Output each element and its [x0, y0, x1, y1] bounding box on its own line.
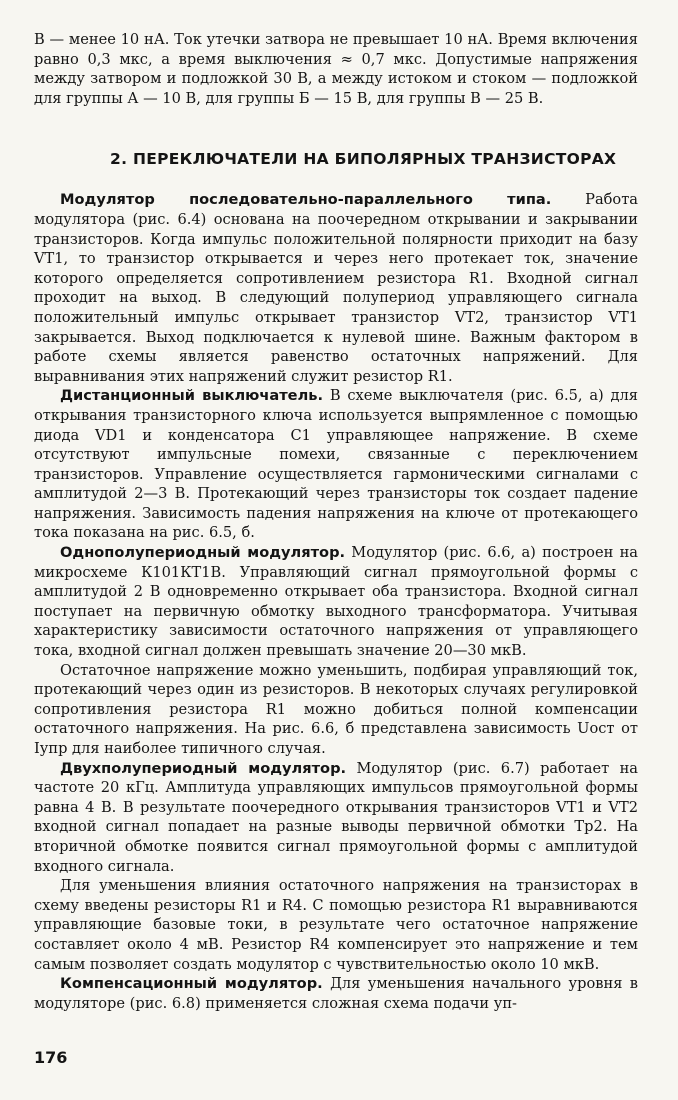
paragraph-full-wave-modulator: [34, 759, 638, 877]
paragraph-resistors: Для уменьшения влияния остаточного напряжения на транзисторах в схему введены резисторы R1 и R4. С помощью резистора R1 выравниваются управляющие базовые токи, в результате чего остаточное напряжение составляет около 4 мВ. Резистор R4 компенсирует это напряжение и тем самым позволяет создать модулятор с чувствительностью около 10 мкВ.: [34, 877, 638, 973]
paragraph-title: Однополупериодный модулятор.: [60, 544, 346, 562]
section-heading: 2. ПЕРЕКЛЮЧАТЕЛИ НА БИПОЛЯРНЫХ ТРАНЗИСТОРАХ: [110, 150, 617, 169]
paragraph-text: Для уменьшения начального уровня в модуляторе (рис. 6.8) применяется сложная схема подачи уп-: [34, 975, 638, 1012]
paragraph-title: Двухполупериодный модулятор.: [60, 759, 347, 777]
paragraph-continuation: В — менее 10 нА. Ток утечки затвора не превышает 10 нА. Время включения равно 0,3 мкс, а время выключения ≈ 0,7 мкс. Допустимые напряжения между затвором и подложкой 30 В, а между истоком и стоком — подложкой для группы А — 10 В, для группы Б — 15 В, для группы В — 25 В.: [34, 31, 638, 107]
paragraph-text: Модулятор (рис. 6.6, а) построен на микросхеме К101КТ1В. Управляющий сигнал прямоугольной формы с амплитудой 2 В одновременно открывает оба транзистора. Входной сигнал поступает на первичную обмотку выходного трансформатора. Учитывая характеристику зависимости остаточного напряжения от управляющего тока, входной сигнал должен превышать значение 20—30 мкВ.: [34, 544, 639, 660]
page-number: 176: [34, 1048, 68, 1067]
page-body: [34, 30, 638, 1013]
paragraph-text: В схеме выключателя (рис. 6.5, а) для открывания транзисторного ключа используется выпрямленное с помощью диода VD1 и конденсатора C1 управляющее напряжение. В схеме отсутствуют импульсные помехи, связанные с переключением транзисторов. Управление осуществляется гармоническими сигналами с амплитудой 2—3 В. Протекающий через транзисторы ток создает падение напряжения. Зависимость падения напряжения на ключе от протекающего тока показана на рис. 6.5, б.: [34, 387, 638, 542]
paragraph-series-parallel-modulator: [34, 190, 638, 386]
paragraph-title: Компенсационный модулятор.: [60, 975, 323, 993]
paragraph-title: Дистанционный выключатель.: [60, 387, 324, 405]
paragraph-title: Модулятор последовательно-параллельного типа.: [60, 191, 552, 209]
paragraph-half-wave-modulator: [34, 543, 638, 661]
paragraph-compensation-modulator: [34, 974, 638, 1013]
paragraph-residual-voltage: Остаточное напряжение можно уменьшить, подбирая управляющий ток, протекающий через один из резисторов. В некоторых случаях регулировкой сопротивления резистора R1 можно добиться полной компенсации остаточного напряжения. На рис. 6.6, б представлена зависимость Uост от Iупр для наиболее типичного случая.: [34, 661, 638, 757]
paragraph-text: Работа модулятора (рис. 6.4) основана на поочередном открывании и закрывании транзисторов. Когда импульс положительной полярности приходит на базу VT1, то транзистор открывается и через него протекает ток, значение которого определяется сопротивлением резистора R1. Входной сигнал проходит на выход. В следующий полупериод управляющего сигнала положительный импульс открывает транзистор VT2, транзистор VT1 закрывается. Выход подключается к нулевой шине. Важным фактором в работе схемы является равенство остаточных напряжений. Для выравнивания этих напряжений служит резистор R1.: [34, 191, 638, 385]
paragraph-remote-switch: [34, 386, 638, 543]
paragraph-text: Модулятор (рис. 6.7) работает на частоте 20 кГц. Амплитуда управляющих импульсов прямоугольной формы равна 4 В. В результате поочередного открывания транзисторов VT1 и VT2 входной сигнал попадает на разные выводы первичной обмотки Тр2. На вторичной обмотке появится сигнал прямоугольной формы с амплитудой входного сигнала.: [34, 759, 638, 875]
